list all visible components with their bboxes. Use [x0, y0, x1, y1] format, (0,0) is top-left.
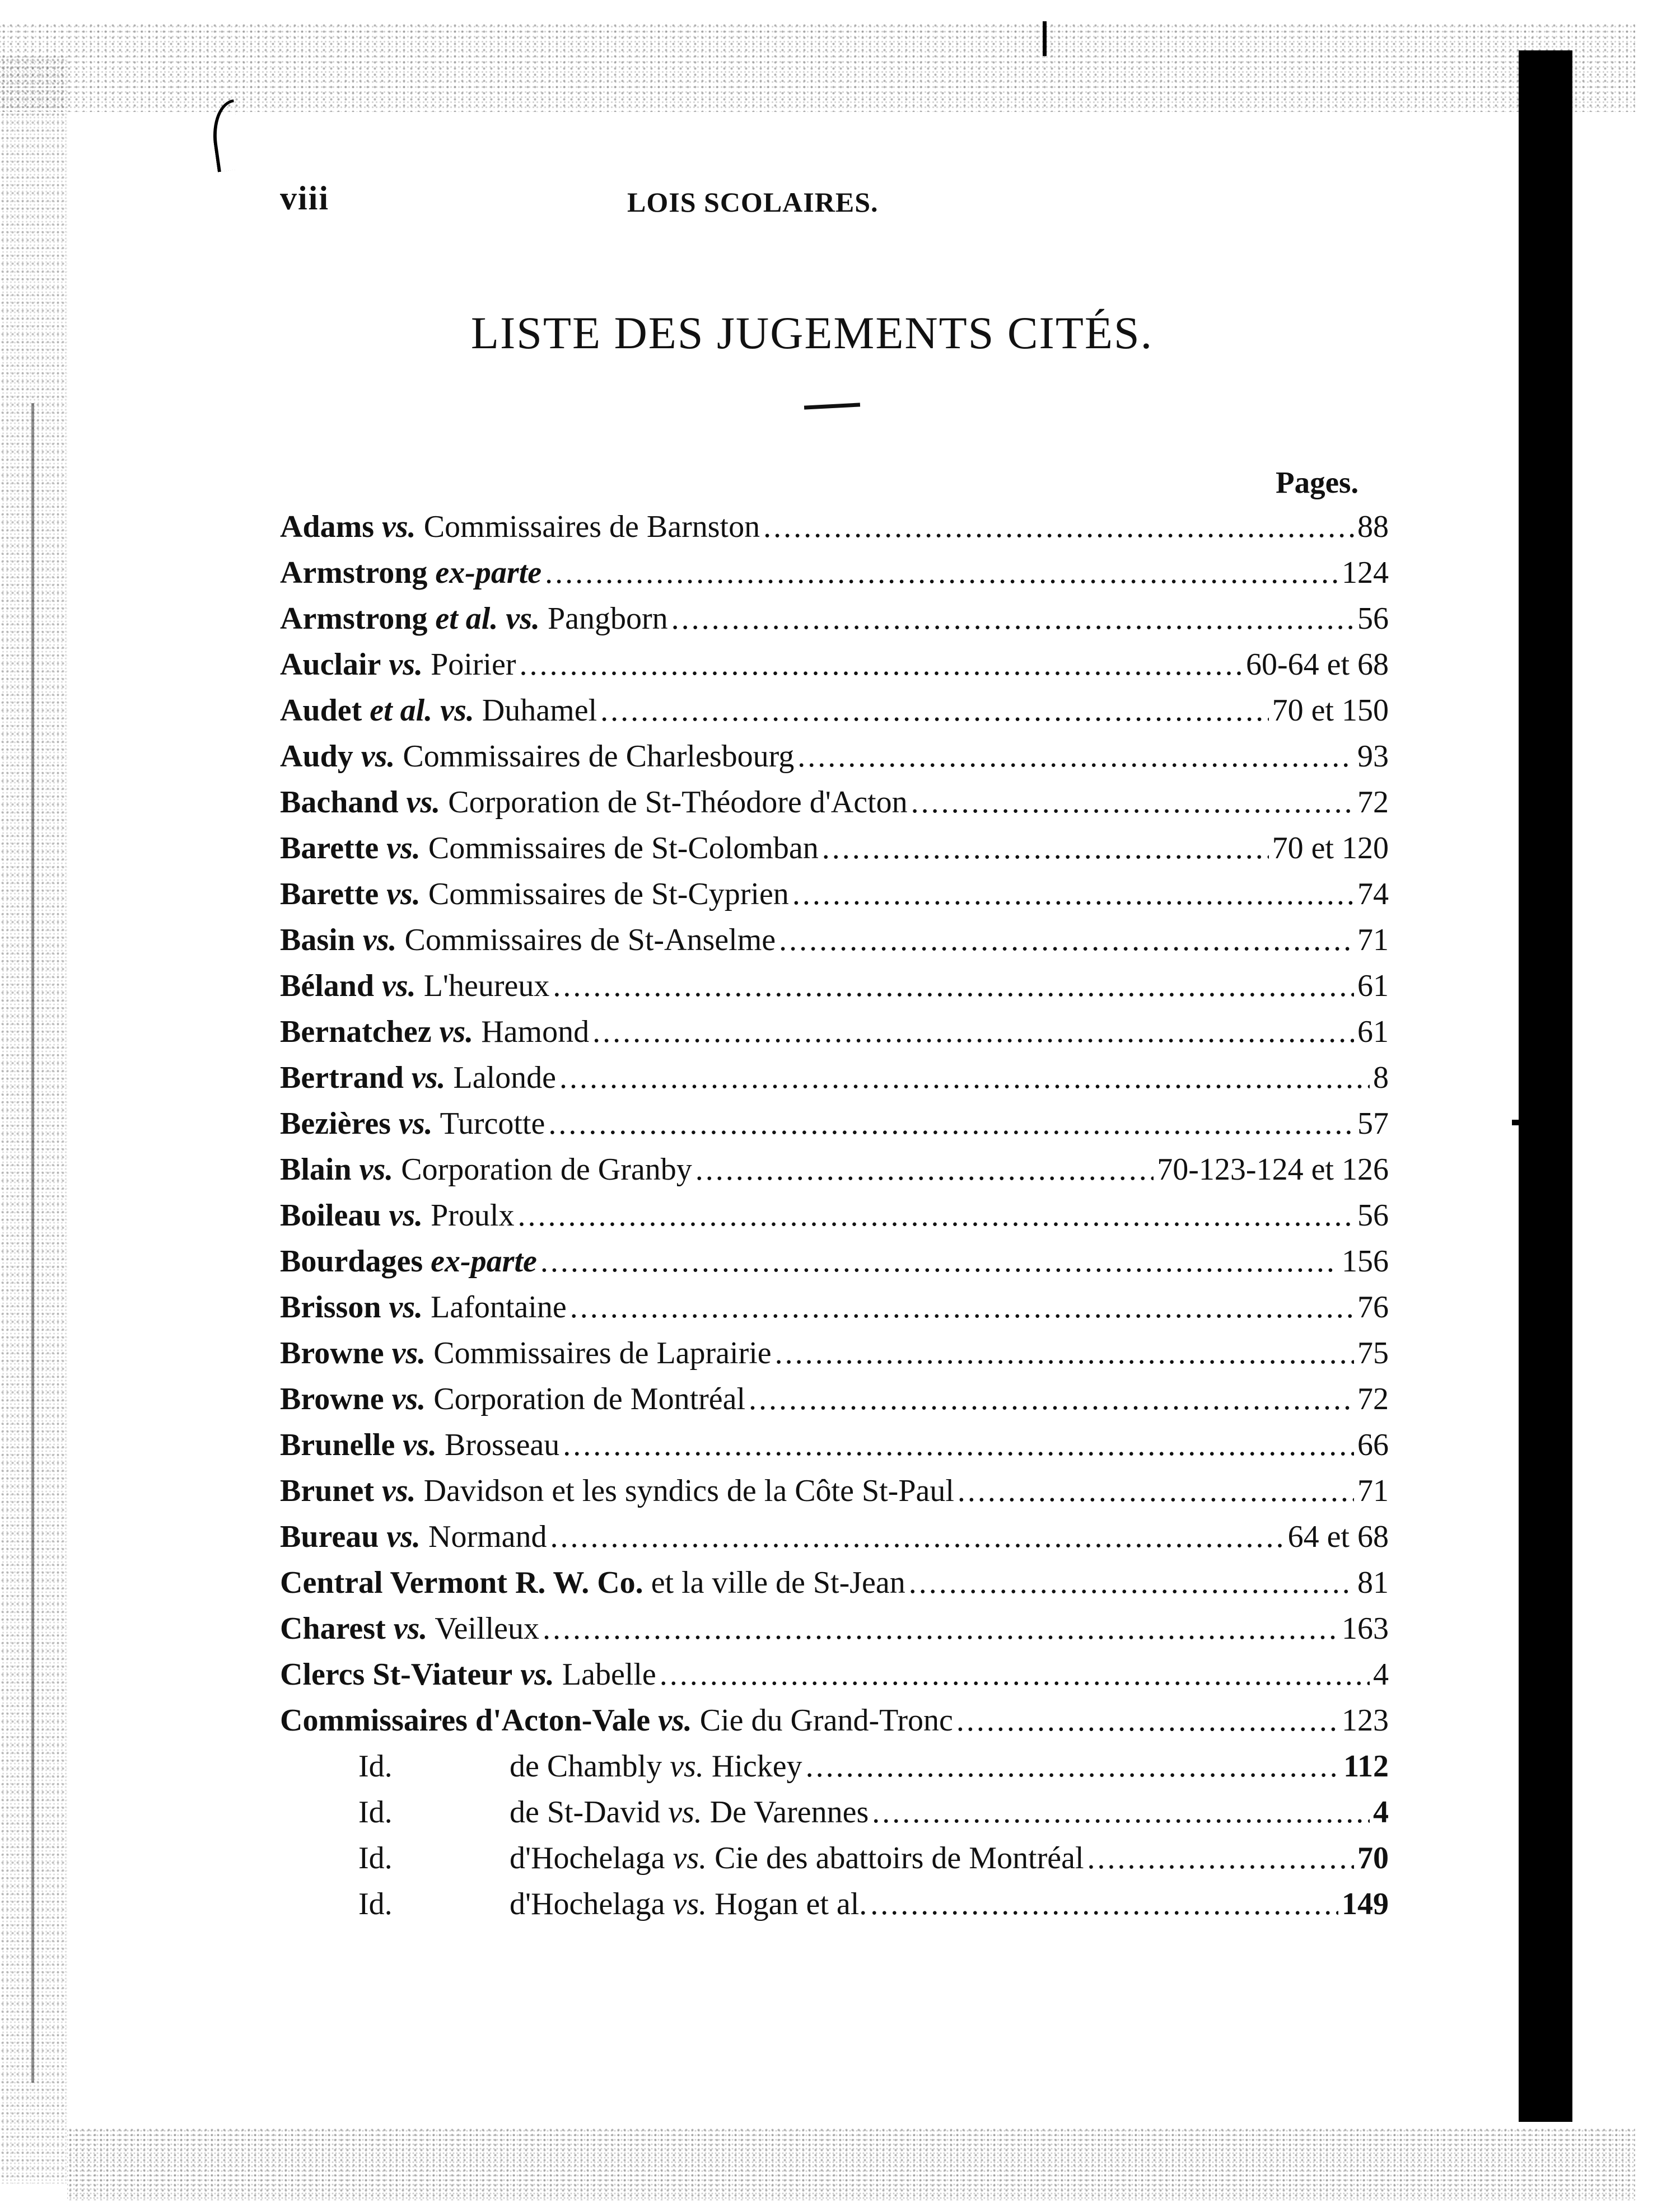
opposing-party: De Varennes — [709, 1795, 869, 1830]
dot-leader — [600, 688, 1268, 733]
opposing-party: Proulx — [431, 1198, 515, 1233]
opposing-party: Davidson et les syndics de la Côte St-Paul — [423, 1474, 954, 1508]
page-reference: 71 — [1357, 1474, 1389, 1508]
dot-leader — [520, 642, 1243, 688]
list-item — [280, 1652, 1389, 1697]
entry-text — [510, 1835, 1084, 1881]
entry-text — [280, 504, 760, 550]
list-item — [280, 1835, 1389, 1881]
list-item — [280, 1192, 1389, 1238]
list-item — [280, 504, 1389, 550]
connector: vs. — [362, 923, 397, 957]
page-reference: 61 — [1357, 1014, 1389, 1049]
connector: vs. — [359, 1152, 394, 1187]
dot-leader — [779, 917, 1354, 963]
party-name: Adams — [280, 509, 375, 544]
page-reference: 72 — [1357, 785, 1389, 820]
list-item — [280, 1101, 1389, 1147]
entry-text — [280, 1376, 745, 1422]
opposing-party: Commissaires de Barnston — [423, 509, 760, 544]
opposing-party: Poirier — [431, 647, 516, 682]
dot-leader — [797, 733, 1354, 779]
entry-text — [280, 1192, 514, 1238]
entry-text — [510, 1743, 802, 1789]
list-item — [280, 1055, 1389, 1101]
party-name: Blain — [280, 1152, 352, 1187]
entry-text — [280, 1330, 772, 1376]
entry-text — [280, 1468, 954, 1514]
entry-text — [280, 1514, 547, 1560]
page-reference: 4 — [1373, 1657, 1389, 1692]
dot-leader — [870, 1881, 1338, 1927]
connector: vs. — [658, 1703, 692, 1738]
list-item — [280, 779, 1389, 825]
party-name: Auclair — [280, 647, 381, 682]
page-reference: 74 — [1357, 877, 1389, 911]
scan-binding-mark — [1512, 1120, 1526, 1125]
page-reference: 66 — [1357, 1428, 1389, 1462]
dot-leader — [671, 596, 1354, 642]
entry-text — [280, 1147, 692, 1192]
party-name: Central Vermont R. W. Co. — [280, 1565, 643, 1600]
connector: vs. — [673, 1841, 707, 1876]
dot-leader — [749, 1376, 1354, 1422]
connector: vs. — [411, 1060, 446, 1095]
dot-leader — [545, 550, 1338, 596]
scan-binding-shadow — [1519, 50, 1572, 2122]
list-item — [280, 1330, 1389, 1376]
entry-text — [280, 1652, 656, 1697]
connector: vs. — [361, 739, 395, 774]
opposing-party: Hogan et al. — [715, 1887, 867, 1921]
opposing-party: Lafontaine — [431, 1290, 567, 1325]
party-name: Clercs St-Viateur — [280, 1657, 513, 1692]
connector: vs. — [389, 1290, 423, 1325]
list-item — [280, 550, 1389, 596]
page-reference: 57 — [1357, 1106, 1389, 1141]
connector: vs. — [403, 1428, 437, 1462]
page-reference: 70 et 150 — [1272, 693, 1389, 728]
entry-text — [280, 1606, 539, 1652]
list-item — [280, 1697, 1389, 1743]
list-item — [280, 733, 1389, 779]
opposing-party: et la ville de St-Jean — [651, 1565, 905, 1600]
list-item — [280, 642, 1389, 688]
opposing-party: Corporation de Granby — [401, 1152, 692, 1187]
opposing-party: Veilleux — [435, 1611, 540, 1646]
entry-text — [280, 642, 516, 688]
party-name: Armstrong — [280, 555, 428, 590]
connector: vs. — [382, 509, 416, 544]
entry-text — [280, 917, 776, 963]
list-item — [280, 871, 1389, 917]
connector: vs. — [382, 969, 416, 1003]
party-name: Brunelle — [280, 1428, 395, 1462]
dot-leader — [806, 1743, 1341, 1789]
list-item — [280, 1789, 1389, 1835]
entry-text — [280, 779, 908, 825]
party-name: Bernatchez — [280, 1014, 432, 1049]
dot-leader — [1087, 1835, 1354, 1881]
page-reference: 81 — [1357, 1565, 1389, 1600]
entry-text — [280, 1009, 589, 1055]
connector: vs. — [389, 1198, 423, 1233]
page-reference: 70-123-124 et 126 — [1157, 1152, 1389, 1187]
dot-leader — [553, 963, 1354, 1009]
page-number: viii — [280, 180, 330, 217]
entry-text — [280, 1560, 905, 1606]
dot-leader — [958, 1468, 1354, 1514]
page-reference: 88 — [1357, 509, 1389, 544]
party-name: Bezières — [280, 1106, 391, 1141]
page-reference: 156 — [1342, 1244, 1389, 1279]
entry-text — [510, 1881, 867, 1927]
party-name: Browne — [280, 1382, 384, 1416]
page-reference: 75 — [1357, 1336, 1389, 1371]
entry-text — [280, 596, 668, 642]
list-item — [280, 963, 1389, 1009]
entry-text — [280, 1422, 559, 1468]
connector: vs. — [386, 1519, 421, 1554]
dot-leader — [822, 825, 1269, 871]
dot-leader — [570, 1284, 1354, 1330]
page-reference: 149 — [1342, 1887, 1389, 1921]
page-reference: 93 — [1357, 739, 1389, 774]
scan-noise-top — [0, 22, 1635, 112]
dot-leader — [792, 871, 1354, 917]
party-name: Bureau — [280, 1519, 379, 1554]
list-item — [280, 596, 1389, 642]
opposing-party: Turcotte — [440, 1106, 545, 1141]
opposing-party: Brosseau — [444, 1428, 560, 1462]
page-reference: 123 — [1342, 1703, 1389, 1738]
entry-text — [510, 1789, 869, 1835]
party-name: Béland — [280, 969, 375, 1003]
opposing-party: Commissaires de St-Cyprien — [428, 877, 789, 911]
page-reference: 70 et 120 — [1272, 831, 1389, 866]
entry-text — [280, 1101, 545, 1147]
connector: vs. — [386, 831, 421, 866]
ditto-mark: Id. — [358, 1841, 393, 1876]
connector: et al. vs. — [435, 601, 540, 636]
entry-text — [280, 688, 597, 733]
party-name: Armstrong — [280, 601, 428, 636]
list-item — [280, 1881, 1389, 1927]
party-name: Bertrand — [280, 1060, 404, 1095]
connector: vs. — [386, 877, 421, 911]
page-reference: 72 — [1357, 1382, 1389, 1416]
dot-leader — [911, 779, 1354, 825]
dot-leader — [909, 1560, 1354, 1606]
dot-leader — [775, 1330, 1354, 1376]
dot-leader — [592, 1009, 1354, 1055]
party-name: Bourdages — [280, 1244, 423, 1279]
opposing-party: Pangborn — [548, 601, 668, 636]
page-reference: 56 — [1357, 601, 1389, 636]
party-name: Bachand — [280, 785, 399, 820]
party-name: Browne — [280, 1336, 384, 1371]
dot-leader — [543, 1606, 1338, 1652]
connector: vs. — [406, 785, 441, 820]
connector: vs. — [393, 1611, 428, 1646]
party-name: Audy — [280, 739, 353, 774]
place-name: de Chambly — [510, 1749, 662, 1784]
scan-noise-bottom — [67, 2127, 1635, 2200]
list-item — [280, 1422, 1389, 1468]
page-reference: 60-64 et 68 — [1245, 647, 1389, 682]
list-item — [280, 1376, 1389, 1422]
ditto-mark: Id. — [358, 1887, 393, 1921]
party-name: Boileau — [280, 1198, 381, 1233]
place-name: d'Hochelaga — [510, 1887, 665, 1921]
place-name: d'Hochelaga — [510, 1841, 665, 1876]
opposing-party: Commissaires de Charlesbourg — [403, 739, 795, 774]
list-item — [280, 1743, 1389, 1789]
list-item — [280, 1514, 1389, 1560]
connector: et al. vs. — [370, 693, 474, 728]
opposing-party: Cie du Grand-Tronc — [699, 1703, 953, 1738]
list-item — [280, 688, 1389, 733]
opposing-party: Commissaires de Laprairie — [433, 1336, 772, 1371]
page-reference: 61 — [1357, 969, 1389, 1003]
opposing-party: Cie des abattoirs de Montréal — [715, 1841, 1084, 1876]
opposing-party: Labelle — [562, 1657, 656, 1692]
page-reference: 76 — [1357, 1290, 1389, 1325]
ditto-mark: Id. — [358, 1749, 393, 1784]
dot-leader — [956, 1697, 1338, 1743]
dot-leader — [548, 1101, 1354, 1147]
connector: vs. — [391, 1382, 426, 1416]
entry-text — [280, 1697, 953, 1743]
dot-leader — [563, 1422, 1354, 1468]
entry-text — [280, 1238, 537, 1284]
opposing-party: Normand — [428, 1519, 547, 1554]
opposing-party: Commissaires de St-Anselme — [404, 923, 776, 957]
page-title: LISTE DES JUGEMENTS CITÉS. — [470, 307, 1154, 358]
scan-top-mark — [1043, 21, 1047, 56]
opposing-party: Hickey — [711, 1749, 802, 1784]
entry-text — [280, 550, 541, 596]
pages-column-heading: Pages. — [1276, 465, 1359, 499]
page-reference: 64 et 68 — [1287, 1519, 1389, 1554]
ditto-mark: Id. — [358, 1795, 393, 1830]
connector: vs. — [439, 1014, 474, 1049]
connector: vs. — [673, 1887, 707, 1921]
party-name: Barette — [280, 877, 379, 911]
connector: vs. — [670, 1749, 704, 1784]
list-item — [280, 1238, 1389, 1284]
entry-text — [280, 871, 789, 917]
page-reference: 8 — [1373, 1060, 1389, 1095]
dot-leader — [872, 1789, 1370, 1835]
connector: vs. — [389, 647, 423, 682]
opposing-party: Hamond — [481, 1014, 590, 1049]
page-reference: 112 — [1343, 1749, 1389, 1784]
dot-leader — [559, 1055, 1370, 1101]
list-item — [280, 1606, 1389, 1652]
list-item — [280, 917, 1389, 963]
party-name: Charest — [280, 1611, 386, 1646]
page-reference: 4 — [1373, 1795, 1389, 1830]
page-reference: 163 — [1342, 1611, 1389, 1646]
party-name: Basin — [280, 923, 355, 957]
party-name: Commissaires d'Acton-Vale — [280, 1703, 651, 1738]
opposing-party: Corporation de St-Théodore d'Acton — [448, 785, 908, 820]
connector: vs. — [520, 1657, 554, 1692]
entry-text — [280, 1284, 567, 1330]
list-item — [280, 825, 1389, 871]
judgments-list — [280, 504, 1389, 1927]
list-item — [280, 1147, 1389, 1192]
connector: vs. — [668, 1795, 702, 1830]
connector: vs. — [398, 1106, 433, 1141]
connector: vs. — [382, 1474, 416, 1508]
dot-leader — [695, 1147, 1154, 1192]
party-name: Brunet — [280, 1474, 374, 1508]
scan-left-margin-line — [31, 403, 34, 2083]
page-reference: 56 — [1357, 1198, 1389, 1233]
party-name: Audet — [280, 693, 362, 728]
title-divider — [804, 403, 860, 409]
connector: vs. — [391, 1336, 426, 1371]
list-item — [280, 1009, 1389, 1055]
list-item — [280, 1468, 1389, 1514]
party-name: Barette — [280, 831, 379, 866]
entry-text — [280, 963, 549, 1009]
opposing-party: Lalonde — [453, 1060, 556, 1095]
place-name: de St-David — [510, 1795, 661, 1830]
page-header — [280, 179, 1400, 230]
running-title: LOIS SCOLAIRES. — [627, 186, 879, 218]
entry-text — [280, 825, 819, 871]
dot-leader — [517, 1192, 1354, 1238]
dot-leader — [540, 1238, 1338, 1284]
opposing-party: Commissaires de St-Colomban — [428, 831, 819, 866]
entry-text — [280, 733, 794, 779]
party-name: Brisson — [280, 1290, 381, 1325]
list-item — [280, 1560, 1389, 1606]
opposing-party: L'heureux — [423, 969, 550, 1003]
dot-leader — [763, 504, 1354, 550]
connector: ex-parte — [431, 1244, 537, 1279]
entry-text — [280, 1055, 556, 1101]
page-reference: 70 — [1357, 1841, 1389, 1876]
dot-leader — [660, 1652, 1370, 1697]
page-reference: 124 — [1342, 555, 1389, 590]
connector: ex-parte — [435, 555, 542, 590]
page-reference: 71 — [1357, 923, 1389, 957]
list-item — [280, 1284, 1389, 1330]
opposing-party: Duhamel — [482, 693, 597, 728]
dot-leader — [550, 1514, 1285, 1560]
opposing-party: Corporation de Montréal — [433, 1382, 746, 1416]
